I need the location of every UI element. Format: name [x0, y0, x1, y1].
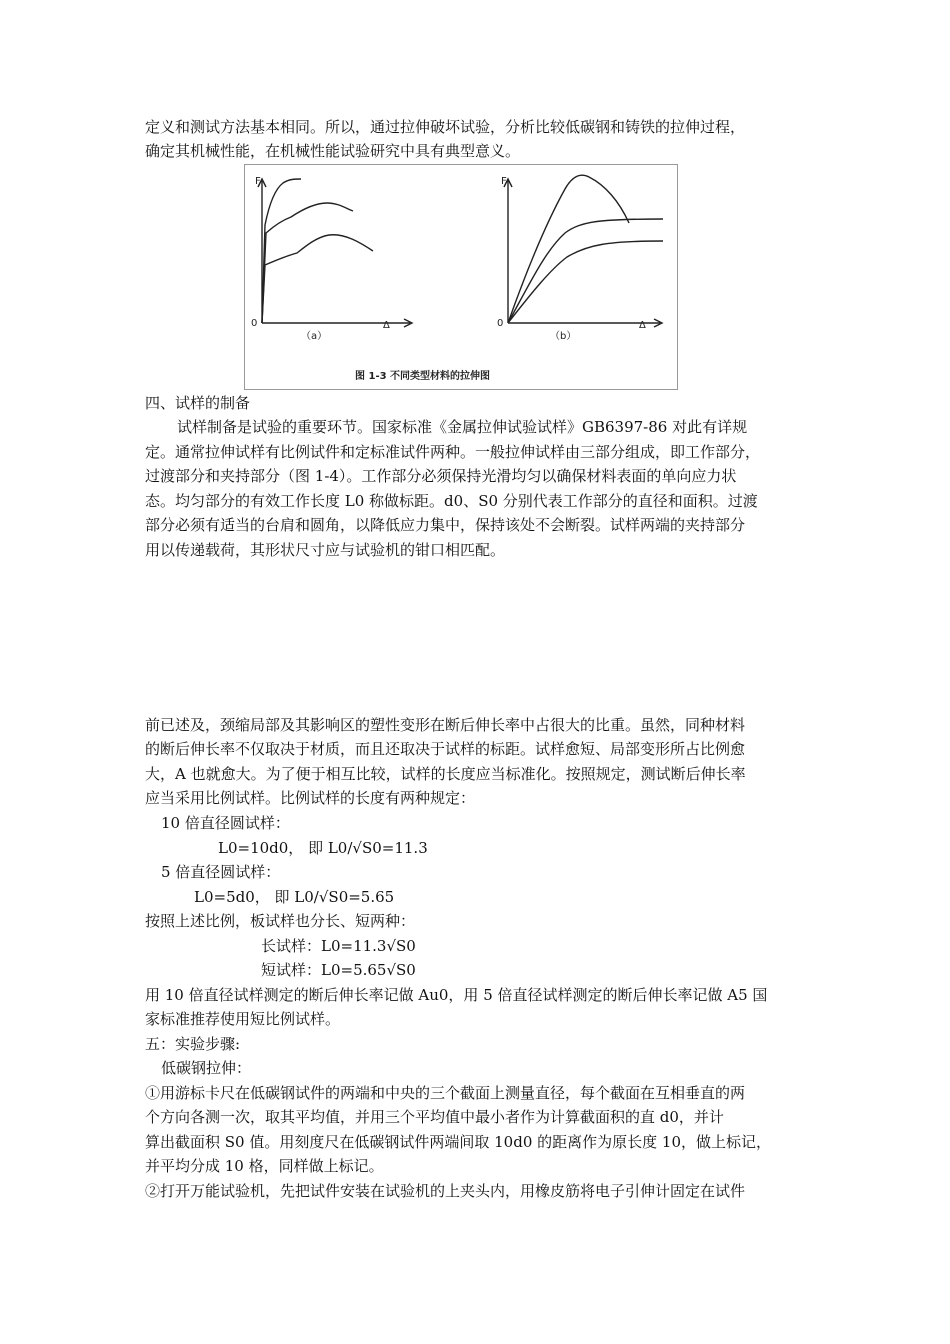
- long-sample-formula: 长试样：L0=11.3√S0: [261, 937, 416, 955]
- section-heading: 四、试样的制备: [145, 394, 251, 412]
- rule-10-label: 10 倍直径圆试样：: [161, 814, 290, 832]
- paragraph-line: 部分必须有适当的台肩和圆角，以降低应力集中，保持该处不会断裂。试样两端的夹持部分: [145, 516, 746, 534]
- step-line: ①用游标卡尺在低碳钢试件的两端和中央的三个截面上测量直径，每个截面在互相垂直的两: [145, 1084, 746, 1102]
- right-curve-upper: [508, 219, 663, 323]
- tensile-curves-svg: [245, 165, 677, 389]
- paragraph-line: 家标准推荐使用短比例试样。: [145, 1010, 341, 1028]
- right-y-label: F: [501, 176, 507, 187]
- paragraph-line: 的断后伸长率不仅取决于材质，而且还取决于试样的标距。试样愈短、局部变形所占比例愈: [145, 740, 746, 758]
- left-curve-bottom: [262, 235, 373, 323]
- paragraph-line: 用 10 倍直径试样测定的断后伸长率记做 Au0，用 5 倍直径试样测定的断后伸长率记做 A5 国: [145, 986, 768, 1004]
- paragraph-line: 过渡部分和夹持部分（图 1-4）。工作部分必须保持光滑均匀以确保材料表面的单向应力状: [145, 467, 737, 485]
- step-line: 算出截面积 S0 值。用刻度尺在低碳钢试件两端间取 10d0 的距离作为原长度 10，做上标记，: [145, 1133, 771, 1151]
- subsection-heading: 低碳钢拉伸：: [161, 1059, 252, 1077]
- paragraph-line: 用以传递载荷，其形状尺寸应与试验机的钳口相匹配。: [145, 541, 506, 559]
- right-curve-lower: [508, 241, 663, 323]
- tensile-diagram-figure: [244, 164, 678, 390]
- paragraph-line: 大，A 也就愈大。为了便于相互比较，试样的长度应当标准化。按照规定，测试断后伸长率: [145, 765, 746, 783]
- right-origin-label: 0: [497, 318, 504, 329]
- paragraph-line: 定。通常拉伸试样有比例试件和定标准试件两种。一般拉伸试样由三部分组成，即工作部分，: [145, 443, 761, 461]
- figure-caption: 图 1-3 不同类型材料的拉伸图: [355, 371, 491, 382]
- paragraph-line: 试样制备是试验的重要环节。国家标准《金属拉伸试验试样》GB6397-86 对此有详规: [177, 418, 748, 436]
- paragraph-line: 确定其机械性能，在机械性能试验研究中具有典型意义。: [145, 142, 521, 160]
- left-curve-middle: [262, 203, 353, 323]
- paragraph-line: 前已述及，颈缩局部及其影响区的塑性变形在断后伸长率中占很大的比重。虽然，同种材料: [145, 716, 746, 734]
- plate-intro: 按照上述比例，板试样也分长、短两种：: [145, 912, 416, 930]
- section-heading: 五：实验步骤:: [145, 1035, 241, 1053]
- paragraph-line: 应当采用比例试样。比例试样的长度有两种规定：: [145, 789, 476, 807]
- left-y-label: F: [255, 176, 261, 187]
- left-sub-caption: （a）: [301, 331, 328, 342]
- step-line: 个方向各测一次，取其平均值，并用三个平均值中最小者作为计算截面积的直 d0，并计: [145, 1108, 724, 1126]
- left-curve-top: [262, 179, 301, 323]
- paragraph-line: 态。均匀部分的有效工作长度 L0 称做标距。d0、S0 分别代表工作部分的直径和面积。过渡: [145, 492, 758, 510]
- rule-5-label: 5 倍直径圆试样：: [161, 863, 281, 881]
- paragraph-line: 定义和测试方法基本相同。所以，通过拉伸破坏试验，分析比较低碳钢和铸铁的拉伸过程，: [145, 118, 746, 136]
- short-sample-formula: 短试样：L0=5.65√S0: [261, 961, 416, 979]
- left-x-label: Δ: [383, 320, 390, 331]
- step-line: 并平均分成 10 格，同样做上标记。: [145, 1157, 384, 1175]
- step-line: ②打开万能试验机，先把试件安装在试验机的上夹头内，用橡皮筋将电子引伸计固定在试件: [145, 1182, 746, 1200]
- left-origin-label: 0: [251, 318, 258, 329]
- right-x-label: Δ: [639, 320, 646, 331]
- right-sub-caption: （b）: [550, 331, 577, 342]
- rule-10-formula: L0=10d0， 即 L0/√S0=11.3: [218, 839, 428, 857]
- rule-5-formula: L0=5d0， 即 L0/√S0=5.65: [194, 888, 395, 906]
